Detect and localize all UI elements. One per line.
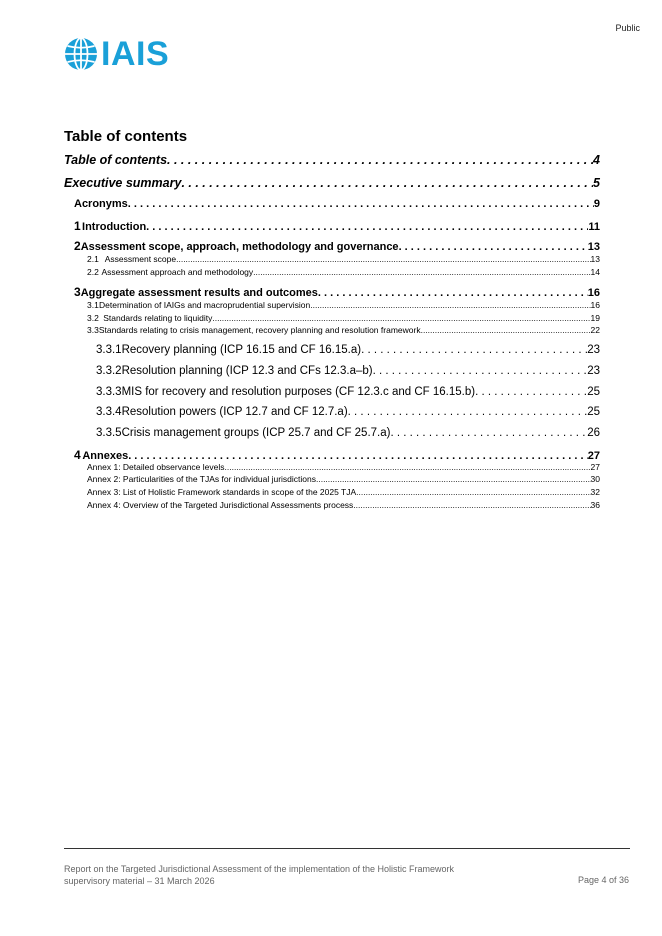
toc-entry-number: 3.3.4	[96, 406, 122, 418]
toc-entry[interactable]	[64, 462, 600, 472]
toc-entry-number: 4	[74, 448, 81, 462]
classification-label: Public	[615, 23, 640, 33]
toc-entry-page: 9	[593, 198, 600, 210]
toc-entry-number: 2.2	[87, 267, 99, 277]
toc-entry-number: 3.3	[87, 325, 99, 335]
toc-entry-title: Annexes	[82, 450, 129, 462]
toc-entry-page: 13	[590, 254, 600, 264]
toc-entry[interactable]	[64, 267, 600, 277]
footer-divider	[64, 848, 630, 849]
toc-entry-number: 2.1	[87, 254, 99, 264]
toc-entry-page: 5	[593, 176, 600, 190]
toc-entry-title: Recovery planning (ICP 16.15 and CF 16.15.a)	[121, 344, 362, 356]
toc-entry-title: Standards relating to liquidity	[103, 313, 213, 323]
toc-entry[interactable]	[64, 325, 600, 335]
toc-heading: Table of contents	[64, 128, 188, 145]
footer-report-line-1: Report on the Targeted Jurisdictional Assessment of the implementation of the Holistic Framework	[64, 864, 455, 874]
toc-entry[interactable]	[64, 500, 600, 510]
toc-entry-page: 16	[587, 287, 600, 299]
toc-entry-title: Table of contents	[64, 153, 168, 167]
toc-entry-page: 11	[588, 221, 600, 233]
toc-entry-page: 16	[590, 300, 600, 310]
toc-entry[interactable]	[64, 427, 600, 439]
toc-entry-title: Annex 2: Particularities of the TJAs for individual jurisdictions	[87, 474, 316, 484]
toc-entry-page: 32	[590, 487, 600, 497]
toc-entry-number: 3.3.5	[96, 427, 122, 439]
toc-entry-title: Introduction	[82, 221, 147, 233]
toc-entry-title: Resolution powers (ICP 12.7 and CF 12.7.a)	[121, 406, 348, 418]
footer-report-line-2: supervisory material – 31 March 2026	[64, 876, 215, 886]
toc-entry-number: 3.3.1	[96, 344, 122, 356]
toc-entry-page: 26	[587, 427, 600, 439]
toc-entry-title: Annex 4: Overview of the Targeted Jurisdictional Assessments process	[87, 500, 354, 510]
toc-entry-number: 3.1	[87, 300, 99, 310]
toc-entry-title: Assessment scope, approach, methodology and governance	[80, 241, 399, 253]
toc-entry[interactable]	[64, 254, 600, 264]
footer-report-title	[64, 863, 494, 887]
toc-entry-title: Acronyms	[74, 198, 128, 210]
toc-entry[interactable]	[64, 198, 600, 210]
toc-entry-page: 25	[587, 406, 600, 418]
toc-entry-number: 1	[74, 219, 81, 233]
toc-entry[interactable]	[64, 365, 600, 377]
toc-entry-page: 25	[587, 386, 600, 398]
toc-entry-number: 3	[74, 285, 81, 299]
iais-logo	[64, 37, 169, 71]
toc-entry-title: Crisis management groups (ICP 25.7 and CF 25.7.a)	[121, 427, 391, 439]
toc-entry-page: 27	[590, 462, 600, 472]
toc-entry-page: 13	[587, 241, 600, 253]
toc-entry-number: 3.3.2	[96, 365, 122, 377]
toc-entry-title: Assessment scope	[104, 254, 177, 264]
toc-entry-title: MIS for recovery and resolution purposes (CF 12.3.c and CF 16.15.b)	[121, 386, 476, 398]
toc-entry[interactable]	[64, 448, 600, 462]
toc-entry[interactable]	[64, 474, 600, 484]
toc-entry-number: 2	[74, 239, 81, 253]
toc-entry-page: 23	[587, 365, 600, 377]
toc-entry[interactable]	[64, 406, 600, 418]
toc-entry[interactable]	[64, 300, 600, 310]
footer-page-number: Page 4 of 36	[577, 875, 629, 885]
toc-entry[interactable]	[64, 176, 600, 190]
toc-entry-page: 30	[590, 474, 600, 484]
logo-text: IAIS	[101, 35, 170, 73]
toc-entry[interactable]	[64, 153, 600, 167]
toc-entry[interactable]	[64, 344, 600, 356]
toc-entry-title: Resolution planning (ICP 12.3 and CFs 12.3.a–b)	[121, 365, 373, 377]
toc-entry-number: 3.3.3	[96, 386, 122, 398]
toc-entry-page: 19	[590, 313, 600, 323]
globe-icon	[64, 37, 98, 71]
toc-entry[interactable]	[64, 285, 600, 299]
toc-entry-page: 27	[587, 450, 600, 462]
toc-entry[interactable]	[64, 487, 600, 497]
toc-entry-page: 4	[593, 153, 600, 167]
toc-entry-page: 23	[587, 344, 600, 356]
toc-entry-number: 3.2	[87, 313, 99, 323]
toc-entry[interactable]	[64, 219, 600, 233]
toc-entry-title: Annex 1: Detailed observance levels	[87, 462, 225, 472]
toc-entry[interactable]	[64, 239, 600, 253]
toc-entry[interactable]	[64, 386, 600, 398]
toc-entry-title: Determination of IAIGs and macroprudential supervision	[99, 300, 311, 310]
toc-entry-title: Aggregate assessment results and outcomes	[80, 287, 318, 299]
toc-entry[interactable]	[64, 313, 600, 323]
toc-entry-title: Annex 3: List of Holistic Framework standards in scope of the 2025 TJA	[87, 487, 357, 497]
toc-entry-title: Assessment approach and methodology	[101, 267, 254, 277]
toc-entry-title: Executive summary	[64, 176, 182, 190]
toc-entry-page: 14	[590, 267, 600, 277]
toc-entry-title: Standards relating to crisis management, recovery planning and resolution framework	[98, 325, 421, 335]
toc-entry-page: 36	[590, 500, 600, 510]
toc-entry-page: 22	[590, 325, 600, 335]
